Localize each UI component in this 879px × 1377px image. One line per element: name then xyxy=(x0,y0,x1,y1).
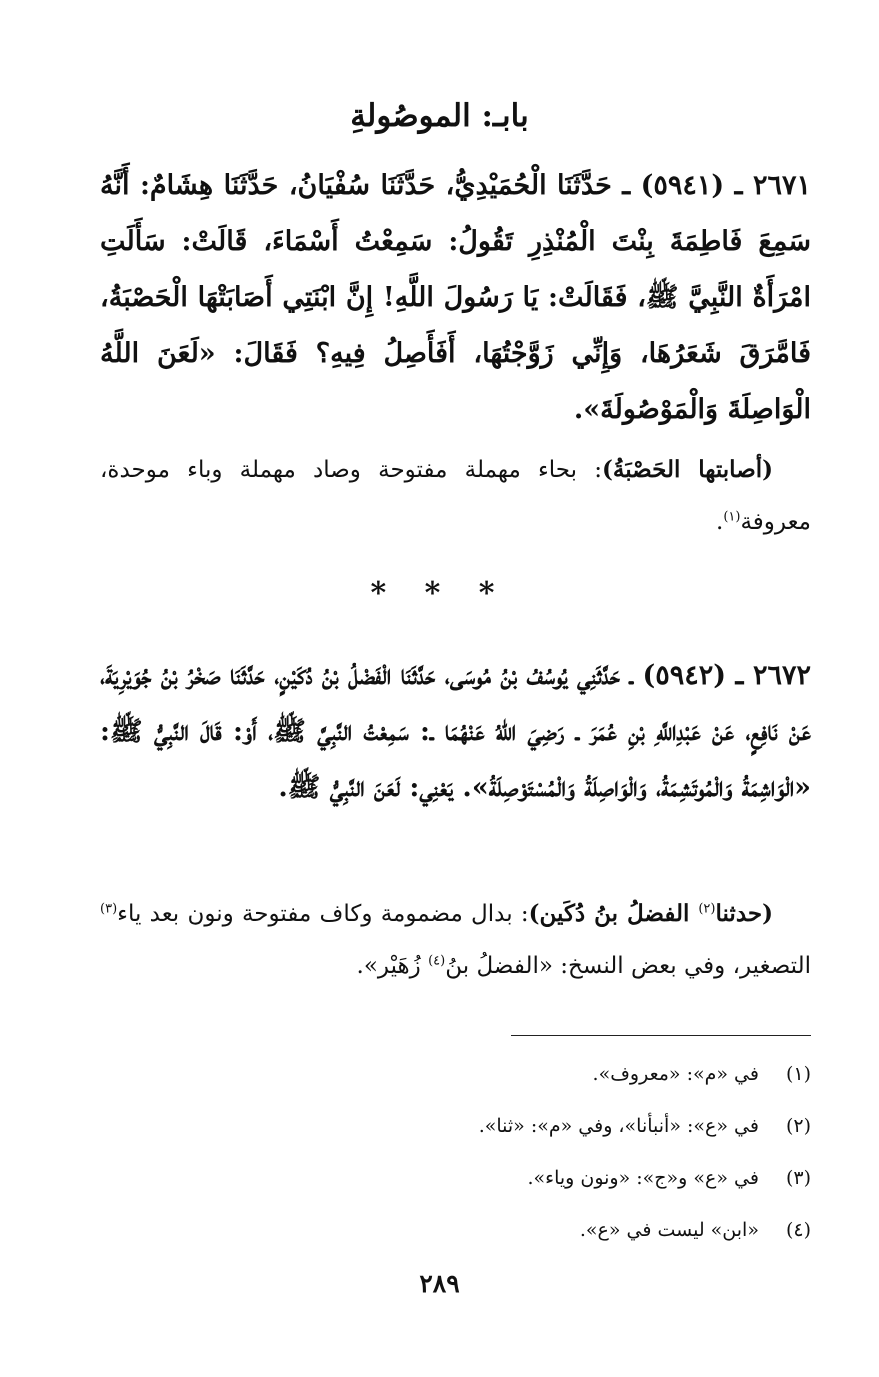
footnote-number: (٤) xyxy=(785,1219,811,1241)
commentary-fadl-dukayn xyxy=(100,888,811,992)
commentary-lead-b: الفضلُ بنُ دُكَين) xyxy=(528,900,699,927)
footnote-number: (٢) xyxy=(785,1115,811,1137)
footnote-item xyxy=(100,1104,811,1156)
commentary-lead-a: (حدثنا xyxy=(715,900,773,927)
footnote-item xyxy=(100,1208,811,1260)
footnote-text: في «ع» و«ج»: «ونون وياء». xyxy=(527,1167,759,1189)
footnote-marker-4[interactable]: (٤) xyxy=(428,953,446,969)
commentary-body-a: : بدال مضمومة وكاف مفتوحة ونون بعد ياء xyxy=(117,901,529,927)
commentary-end: . xyxy=(716,509,724,535)
footnote-number: (٣) xyxy=(785,1167,811,1189)
hadith-2671-text: ٢٦٧١ ـ (٥٩٤١) ـ حَدَّثَنَا الْحُمَيْدِيُّ، حَدَّثَنَا سُفْيَانُ، حَدَّثَنَا هِشَامٌ: أَنَّهُ سَمِعَ فَاطِمَةَ بِنْتَ الْمُنْذِرِ تَقُولُ: سَمِعْتُ أَسْمَاءَ، قَالَتْ: سَأَلَتِ امْرَأَةٌ النَّبِيَّ ﷺ، فَقَالَتْ: يَا رَسُولَ اللَّهِ! إِنَّ ابْنَتِي أَصَابَتْهَا الْحَصْبَةُ، فَامَّرَقَ شَعَرُهَا، وَإِنِّي زَوَّجْتُهَا، أَفَأَصِلُ فِيهِ؟ فَقَالَ: «لَعَنَ اللَّهُ الْوَاصِلَةَ وَالْمَوْصُولَةَ». xyxy=(100,170,811,425)
commentary-body-c: زُهَيْر». xyxy=(356,953,429,979)
commentary-body-b: التصغير، وفي بعض النسخ: «الفضلُ بنُ xyxy=(445,953,811,979)
footnote-text: في «م»: «معروف». xyxy=(592,1063,759,1085)
commentary-lead-term: (أصابتها الحَصْبَةُ) xyxy=(602,456,773,483)
commentary-hasbah xyxy=(100,444,811,548)
footnote-text: «ابن» ليست في «ع». xyxy=(579,1219,759,1241)
footnote-number: (١) xyxy=(785,1063,811,1085)
footnote-item xyxy=(100,1156,811,1208)
chapter-title: بابـ: الموصُولةِ xyxy=(350,98,529,134)
footnote-marker-1[interactable]: (١) xyxy=(723,509,741,525)
page-number: ٢٨٩ xyxy=(419,1269,460,1298)
commentary-body: : بحاء مهملة مفتوحة وصاد مهملة وباء موحدة، معروفة xyxy=(100,457,811,535)
footnotes-list xyxy=(100,1052,811,1260)
footnote-item xyxy=(100,1052,811,1104)
footnote-marker-2[interactable]: (٢) xyxy=(698,901,716,917)
hadith-2672-text: ٢٦٧٢ ـ (٥٩٤٢) ـ حَدَّثَنِي يُوسُفُ بْنُ مُوسَى، حَدَّثَنَا الْفَضْلُ بْنُ دُكَيْنٍ، حَدَّثَنَا صَخْرُ بْنُ جُوَيْرِيَةَ، عَنْ نَافِعٍ، عَنْ عَبْدِاللَّهِ بْنِ عُمَرَ ـ رَضِيَ اللهُ عَنْهُمَا ـ: سَمِعْتُ النَّبِيَّ ﷺ، أَوْ: قَالَ النَّبِيُّ ﷺ: «الْوَاشِمَةُ وَالْمُوتَشِمَةُ، وَالْوَاصِلَةُ وَالْمُسْتَوْصِلَةُ». يَعْنِي: لَعَنَ النَّبِيُّ ﷺ. xyxy=(100,660,811,803)
footnote-marker-3[interactable]: (٣) xyxy=(100,901,118,917)
footnote-divider xyxy=(511,1035,811,1036)
section-separator: * * * xyxy=(370,576,509,611)
footnote-text: في «ع»: «أنبأنا»، وفي «م»: «ثنا». xyxy=(478,1115,759,1137)
